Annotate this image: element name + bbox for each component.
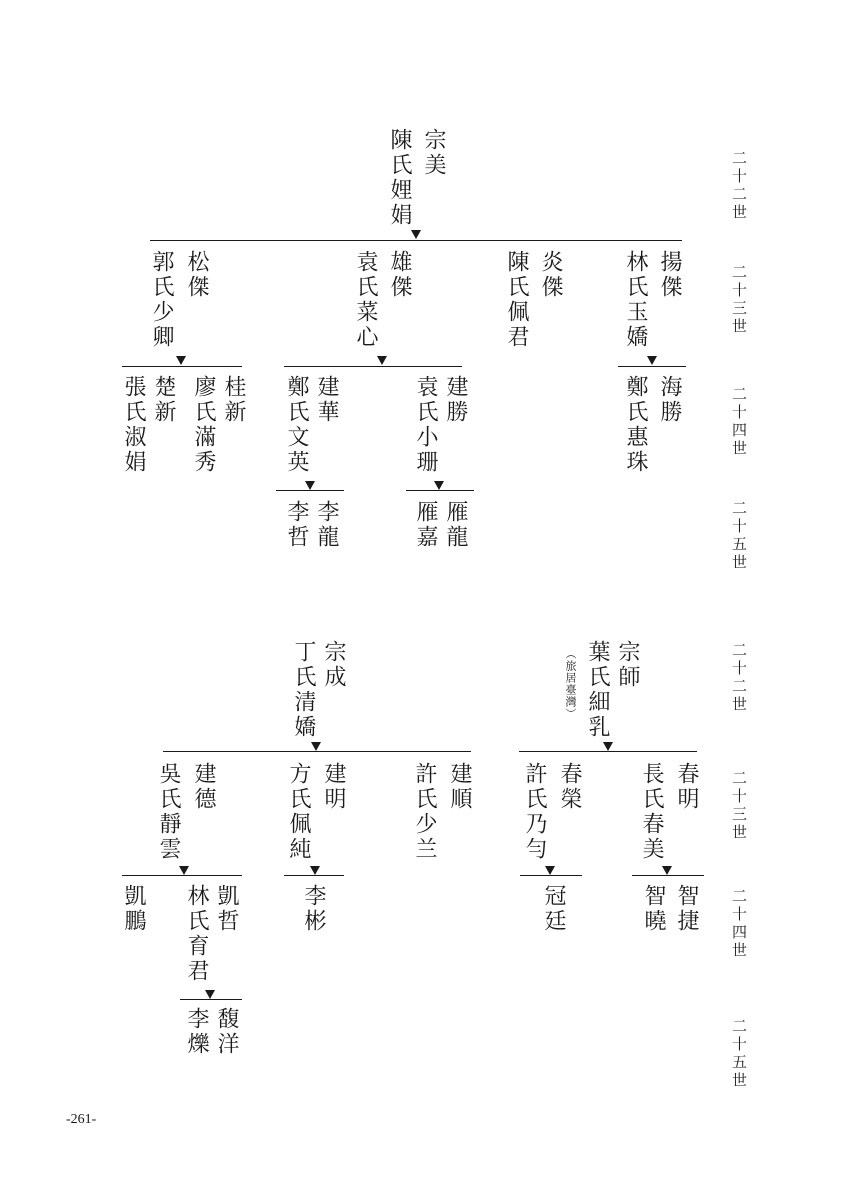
descent-arrow [662,866,672,875]
generation-label-25: 二十五世 [730,500,748,572]
spouse-name: 袁氏菜心 [353,250,378,350]
spouse-name: 許氏少兰 [412,762,437,862]
sibling-line [122,366,242,367]
generation-label-24: 二十四世 [730,386,748,458]
spouse-name: 陳氏娌娟 [387,128,412,228]
person-name: 桂新 [221,375,246,425]
generation-label-25: 二十五世 [730,1018,748,1090]
sibling-line [122,875,242,876]
spouse-name: 葉氏細乳 [585,640,610,740]
generation-label-22: 二十二世 [730,150,748,222]
spouse-name: 郭氏少卿 [149,250,174,350]
person-name: 松傑 [184,250,209,300]
generation-label-24: 二十四世 [730,888,748,960]
spouse-name: 陳氏佩君 [504,250,529,350]
person-name: 雁龍 [443,500,468,550]
spouse-name: 林氏育君 [184,884,209,984]
person-name: 建華 [314,375,339,425]
person-name: 智曉 [641,884,666,934]
sibling-line [618,366,686,367]
spouse-name: 鄭氏文英 [284,375,309,475]
spouse-name: 張氏淑娟 [121,375,146,475]
person-name: 春明 [674,762,699,812]
sibling-line [284,875,344,876]
descent-arrow [176,356,186,365]
descent-arrow [545,866,555,875]
person-name: 建勝 [443,375,468,425]
descent-arrow [411,230,421,239]
sibling-line [406,490,474,491]
person-name: 宗成 [321,640,346,690]
person-name: 凱鵬 [121,884,146,934]
spouse-name: 鄭氏惠珠 [623,375,648,475]
descent-arrow [179,866,189,875]
person-name: 春榮 [557,762,582,812]
descent-arrow [434,481,444,490]
person-name: 馥洋 [214,1007,239,1057]
sibling-line [520,875,582,876]
person-name: 海勝 [657,375,682,425]
descent-arrow [603,742,613,751]
spouse-name: 吳氏靜雲 [156,762,181,862]
sibling-line [284,366,462,367]
sibling-line [180,999,242,1000]
person-name: 李爍 [184,1007,209,1057]
person-name: 冠廷 [541,884,566,934]
page-number: -261- [66,1112,97,1127]
generation-label-23: 二十三世 [730,264,748,336]
person-name: 宗師 [615,640,640,690]
sibling-line [632,875,704,876]
person-name: 建德 [191,762,216,812]
spouse-name: 袁氏小珊 [413,375,438,475]
person-name: 宗美 [421,128,446,178]
sibling-line [163,751,471,752]
sibling-line [276,490,344,491]
descent-arrow [310,866,320,875]
person-name: 雁嘉 [413,500,438,550]
person-name: 揚傑 [657,250,682,300]
generation-label-23: 二十三世 [730,770,748,842]
spouse-name: 林氏玉嬌 [623,250,648,350]
descent-arrow [305,481,315,490]
descent-arrow [377,356,387,365]
person-name: 李龍 [314,500,339,550]
descent-arrow [205,990,215,999]
spouse-name: 許氏乃勻 [522,762,547,862]
person-name: 李彬 [301,884,326,934]
spouse-name: 長氏春美 [639,762,664,862]
person-name: 李哲 [284,500,309,550]
person-name: 炎傑 [538,250,563,300]
person-name: 建明 [321,762,346,812]
person-name: 雄傑 [387,250,412,300]
annotation-note: （旅居臺灣） [564,648,577,720]
person-name: 智捷 [674,884,699,934]
spouse-name: 丁氏清嬌 [291,640,316,740]
descent-arrow [647,356,657,365]
person-name: 楚新 [151,375,176,425]
descent-arrow [311,742,321,751]
sibling-line [150,240,682,241]
sibling-line [519,751,697,752]
spouse-name: 方氏佩純 [286,762,311,862]
person-name: 凱哲 [214,884,239,934]
spouse-name: 廖氏滿秀 [191,375,216,475]
person-name: 建順 [447,762,472,812]
generation-label-22: 二十二世 [730,642,748,714]
